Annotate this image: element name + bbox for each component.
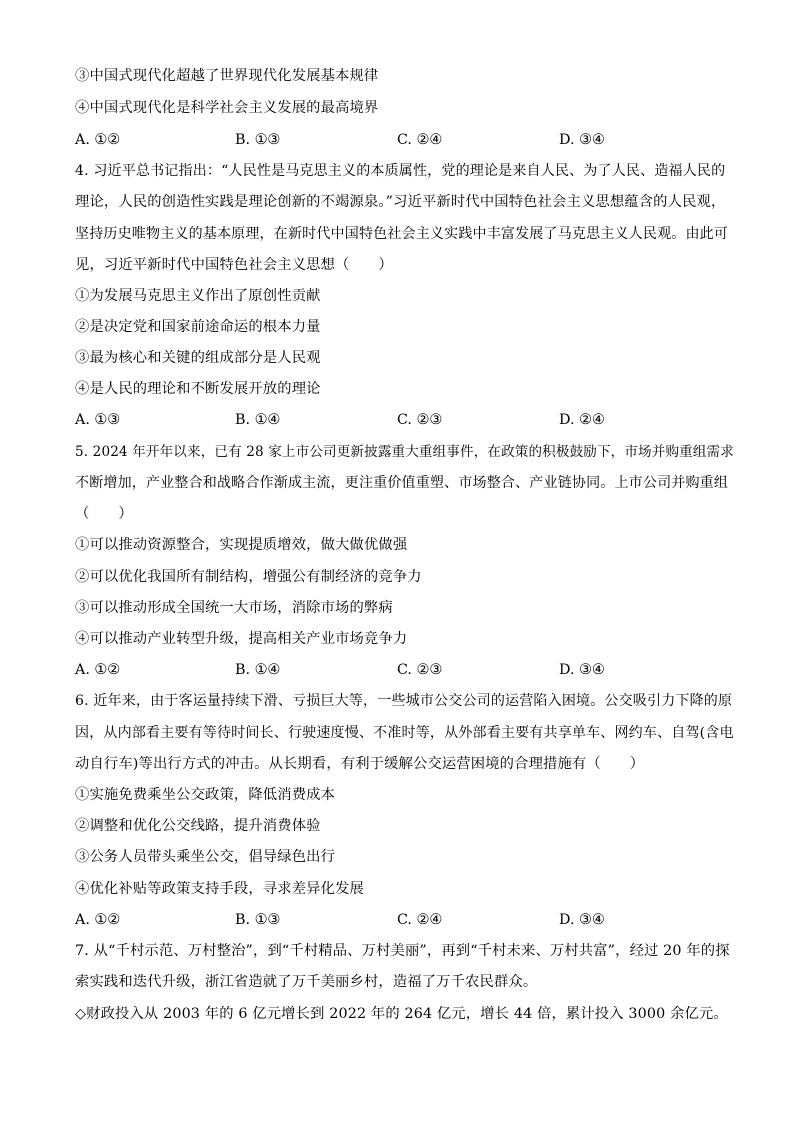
q5-stem-line-3: （ ） xyxy=(75,506,133,522)
q4-statement-2: ②是决定党和国家前途命运的根本力量 xyxy=(75,319,321,335)
q6-statement-1: ①实施免费乘坐公交政策，降低消费成本 xyxy=(75,787,336,803)
q6-option-a[interactable]: A. ①② xyxy=(75,912,121,928)
q4-option-a[interactable]: A. ①③ xyxy=(75,412,121,428)
q6-option-d[interactable]: D. ③④ xyxy=(559,912,605,928)
q4-statement-1: ①为发展马克思主义作出了原创性贡献 xyxy=(75,288,321,304)
q3-option-d[interactable]: D. ③④ xyxy=(559,132,605,148)
q5-statement-3: ③可以推动形成全国统一大市场，消除市场的弊病 xyxy=(75,600,393,616)
q5-options xyxy=(75,660,715,680)
q5-statement-4: ④可以推动产业转型升级，提高相关产业市场竞争力 xyxy=(75,631,408,647)
q4-options xyxy=(75,410,715,430)
q4-option-d[interactable]: D. ②④ xyxy=(559,412,605,428)
q3-options xyxy=(75,130,715,150)
q3-statement-4: ④中国式现代化是科学社会主义发展的最高境界 xyxy=(75,100,379,116)
q5-stem-line-1: 5. 2024 年开年以来，已有 28 家上市公司更新披露重大重组事件，在政策的积极鼓励下，市场并购重组需求 xyxy=(75,444,734,460)
q5-stem-line-2: 不断增加，产业整合和战略合作渐成主流，更注重价值重塑、市场整合、产业链协同。上市公司并购重组 xyxy=(75,475,729,491)
q5-option-a[interactable]: A. ①② xyxy=(75,662,121,678)
q5-statement-2: ②可以优化我国所有制结构，增强公有制经济的竞争力 xyxy=(75,569,422,585)
q6-stem-line-1: 6. 近年来，由于客运量持续下滑、亏损巨大等，一些城市公交公司的运营陷入困境。公交吸引力下降的原 xyxy=(75,693,733,709)
q6-option-c[interactable]: C. ②④ xyxy=(397,912,443,928)
q6-stem-line-3: 动自行车)等出行方式的冲击。从长期看，有利于缓解公交运营困境的合理措施有（ ） xyxy=(75,756,645,772)
q3-statement-3: ③中国式现代化超越了世界现代化发展基本规律 xyxy=(75,68,379,84)
q5-option-c[interactable]: C. ②③ xyxy=(397,662,443,678)
q3-option-c[interactable]: C. ②④ xyxy=(397,132,443,148)
q4-option-b[interactable]: B. ①④ xyxy=(235,412,281,428)
q4-stem-line-4: 见，习近平新时代中国特色社会主义思想（ ） xyxy=(75,257,393,273)
q3-option-b[interactable]: B. ①③ xyxy=(235,132,281,148)
q7-material-1: ◇财政投入从 2003 年的 6 亿元增长到 2022 年的 264 亿元，增长 44 倍，累计投入 3000 余亿元。 xyxy=(75,1006,728,1022)
q5-statement-1: ①可以推动资源整合，实现提质增效，做大做优做强 xyxy=(75,537,408,553)
q6-statement-2: ②调整和优化公交线路，提升消费体验 xyxy=(75,818,321,834)
q4-option-c[interactable]: C. ②③ xyxy=(397,412,443,428)
q6-option-b[interactable]: B. ①③ xyxy=(235,912,281,928)
q6-statement-4: ④优化补贴等政策支持手段，寻求差异化发展 xyxy=(75,881,364,897)
q4-statement-3: ③最为核心和关键的组成部分是人民观 xyxy=(75,350,321,366)
q4-stem-line-3: 坚持历史唯物主义的基本原理，在新时代中国特色社会主义实践中丰富发展了马克思主义人民观。由此可 xyxy=(75,226,729,242)
q4-stem-line-1: 4. 习近平总书记指出：“人民性是马克思主义的本质属性，党的理论是来自人民、为了人民、造福人民的 xyxy=(75,163,726,179)
q7-stem-line-1: 7. 从“千村示范、万村整治”，到“千村精品、万村美丽”，再到“千村未来、万村共富”，经过 20 年的探 xyxy=(75,943,730,959)
q7-stem-line-2: 索实践和迭代升级，浙江省造就了万千美丽乡村，造福了万千农民群众。 xyxy=(75,974,538,990)
q4-stem-line-2: 理论，人民的创造性实践是理论创新的不竭源泉。”习近平新时代中国特色社会主义思想蕴含的人民观， xyxy=(75,194,726,210)
q6-statement-3: ③公务人员带头乘坐公交，倡导绿色出行 xyxy=(75,849,336,865)
q3-option-a[interactable]: A. ①② xyxy=(75,132,121,148)
q5-option-d[interactable]: D. ③④ xyxy=(559,662,605,678)
q6-stem-line-2: 因，从内部看主要有等待时间长、行驶速度慢、不准时等，从外部看主要有共享单车、网约车、自驾(含电 xyxy=(75,725,734,741)
q4-statement-4: ④是人民的理论和不断发展开放的理论 xyxy=(75,381,321,397)
q6-options xyxy=(75,910,715,930)
q5-option-b[interactable]: B. ①④ xyxy=(235,662,281,678)
